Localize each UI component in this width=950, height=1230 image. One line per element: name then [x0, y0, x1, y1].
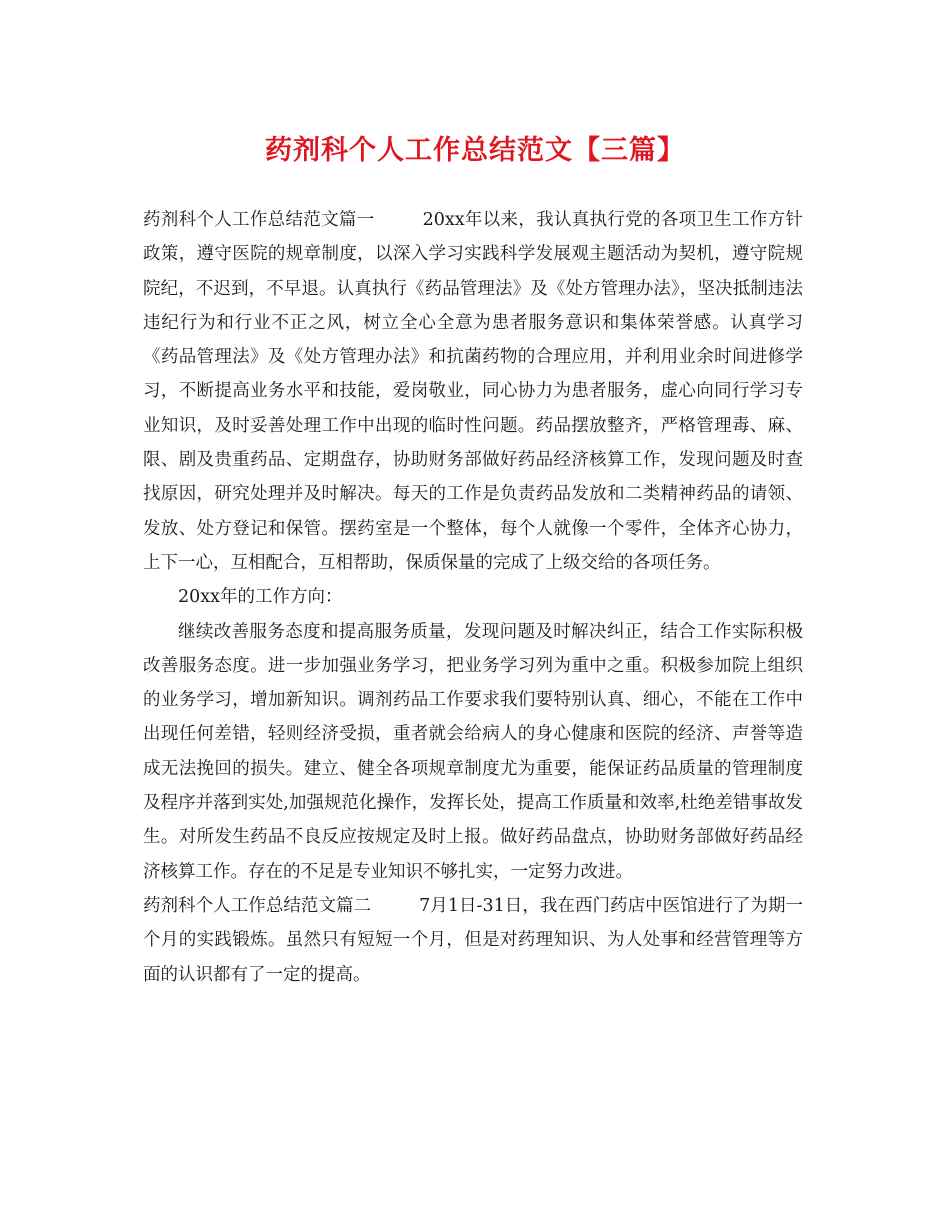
section-one-paragraph	[143, 203, 803, 580]
work-direction-heading: 20xx年的工作方向：	[178, 587, 343, 608]
document-body	[143, 203, 803, 992]
section-two-heading: 药剂科个人工作总结范文篇二	[143, 895, 372, 916]
section-two-text: 7月1日-31日，我在西门药店中医馆进行了为期一个月的实践锻炼。虽然只有短短一个月，但是对药理知识、为人处事和经营管理等方面的认识都有了一定的提高。	[143, 895, 803, 985]
work-direction-paragraph: 继续改善服务态度和提高服务质量，发现问题及时解决纠正，结合工作实际积极改善服务态度。进一步加强业务学习，把业务学习列为重中之重。积极参加院上组织的业务学习，增加新知识。调剂药品工作要求我们要特别认真、细心，不能在工作中出现任何差错，轻则经济受损，重者就会给病人的身心健康和医院的经济、声誉等造成无法挽回的损失。建立、健全各项规章制度尤为重要，能保证药品质量的管理制度及程序并落到实处,加强规范化操作，发挥长处，提高工作质量和效率,杜绝差错事故发生。对所发生药品不良反应按规定及时上报。做好药品盘点，协助财务部做好药品经济核算工作。存在的不足是专业知识不够扎实，一定努力改进。	[143, 621, 803, 882]
section-one-text: 20xx年以来，我认真执行党的各项卫生工作方针政策，遵守医院的规章制度，以深入学习实践科学发展观主题活动为契机，遵守院规院纪，不迟到，不早退。认真执行《药品管理法》及《处方管理办法》，坚决抵制违法违纪行为和行业不正之风，树立全心全意为患者服务意识和集体荣誉感。认真学习《药品管理法》及《处方管理办法》和抗菌药物的合理应用，并利用业余时间进修学习，不断提高业务水平和技能，爱岗敬业，同心协力为患者服务，虚心向同行学习专业知识，及时妥善处理工作中出现的临时性问题。药品摆放整齐，严格管理毒、麻、限、剧及贵重药品、定期盘存，协助财务部做好药品经济核算工作，发现问题及时查找原因，研究处理并及时解决。每天的工作是负责药品发放和二类精神药品的请领、发放、处方登记和保管。摆药室是一个整体，每个人就像一个零件，全体齐心协力，上下一心，互相配合，互相帮助，保质保量的完成了上级交给的各项任务。	[143, 210, 803, 573]
section-one-heading: 药剂科个人工作总结范文篇一	[143, 210, 375, 230]
section-two-paragraph	[143, 889, 803, 992]
document-title: 药剂科个人工作总结范文【三篇】	[265, 135, 685, 166]
